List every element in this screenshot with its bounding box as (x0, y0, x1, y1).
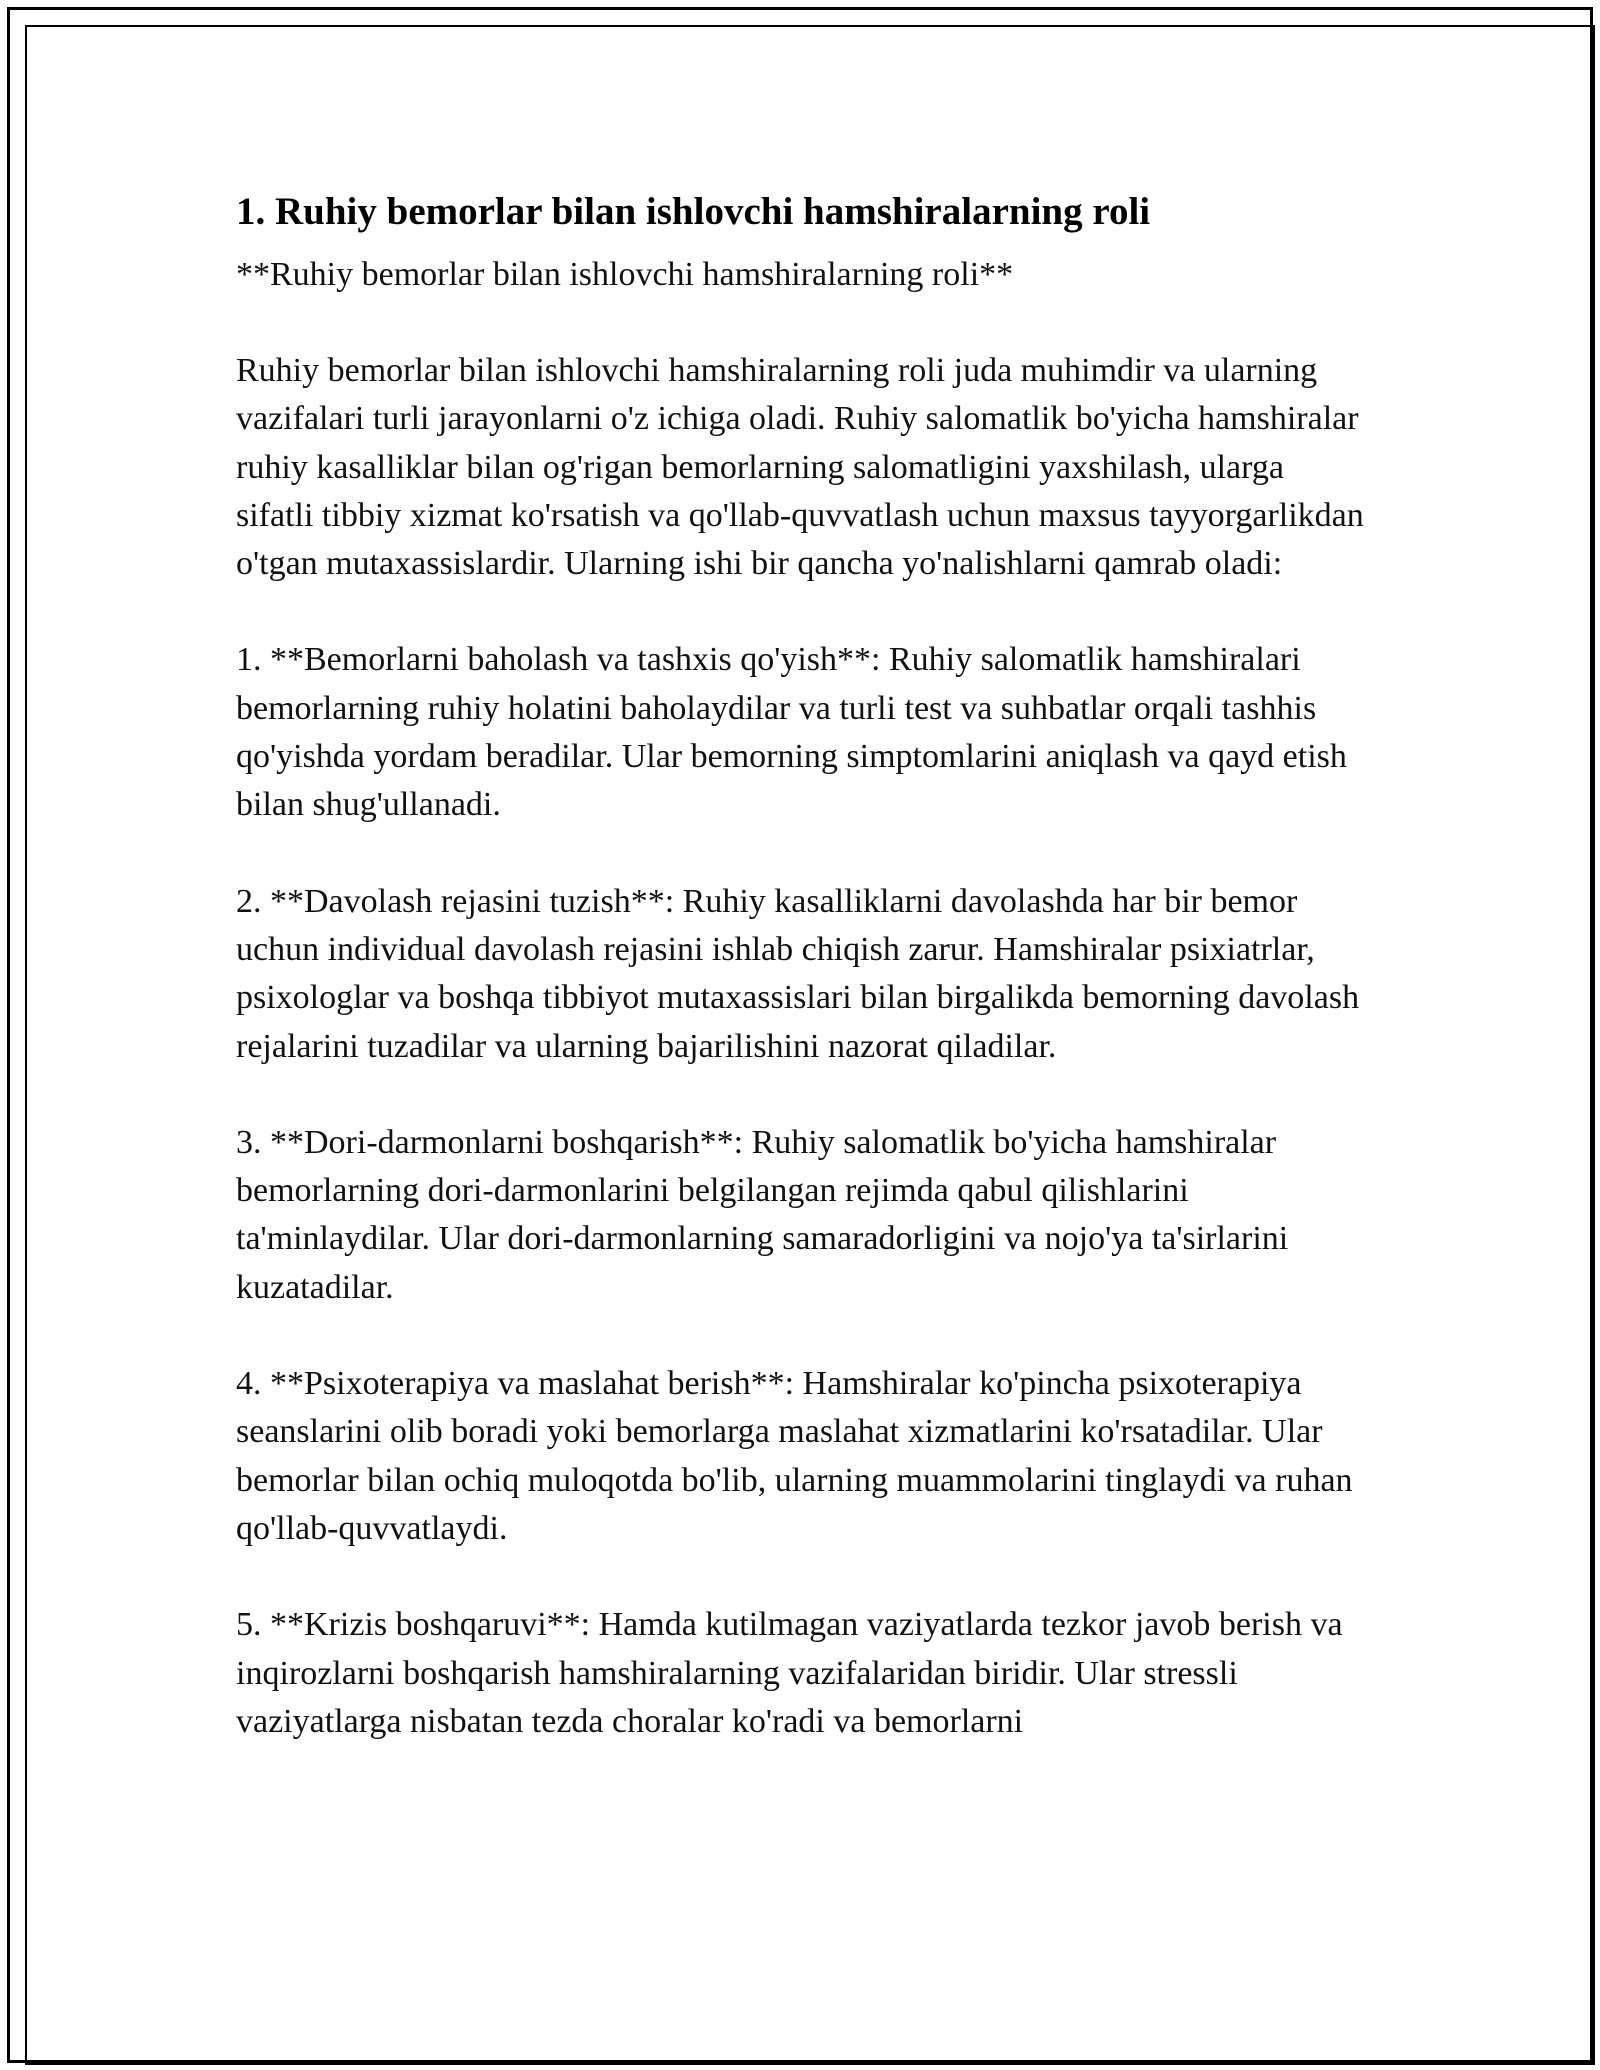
list-item-crisis-management: 5. **Krizis boshqaruvi**: Hamda kutilmagan vaziyatlarda tezkor javob berish va inqirozlarni boshqarish hamshiralarning vazifalaridan biridir. Ular stressli vaziyatlarga nisbatan tezda choralar ko'radi va bemorlarni (236, 1606, 1343, 1740)
list-item-psychotherapy: 4. **Psixoterapiya va maslahat berish**: Hamshiralar ko'pincha psixoterapiya seanslarini olib boradi yoki bemorlarga maslahat xizmatlarini ko'rsatadilar. Ular bemorlar bilan ochiq muloqotda bo'lib, ularning muammolarini tinglaydi va ruhan qo'llab-quvvatlaydi. (236, 1365, 1353, 1547)
document-title: 1. Ruhiy bemorlar bilan ishlovchi hamshiralarning roli (236, 190, 1151, 233)
document-body (236, 185, 1366, 1746)
list-item-medication: 3. **Dori-darmonlarni boshqarish**: Ruhiy salomatlik bo'yicha hamshiralar bemorlarning dori-darmonlarini belgilangan rejimda qabul qilishlarini ta'minlaydilar. Ular dori-darmonlarning samaradorligini va nojo'ya ta'sirlarini kuzatadilar. (236, 1123, 1289, 1306)
intro-paragraph: Ruhiy bemorlar bilan ishlovchi hamshiralarning roli juda muhimdir va ularning vazifalari turli jarayonlarni o'z ichiga oladi. Ruhiy salomatlik bo'yicha hamshiralar ruhiy kasalliklar bilan og'rigan bemorlarning salomatligini yaxshilash, ularga sifatli tibbiy xizmat ko'rsatish va qo'llab-quvvatlash uchun maxsus tayyorgarlikdan o'tgan mutaxassislardir. Ularning ishi bir qancha yo'nalishlarni qamrab oladi: (236, 352, 1364, 583)
document-subtitle: **Ruhiy bemorlar bilan ishlovchi hamshiralarning roli** (236, 256, 1014, 293)
list-item-treatment-plan: 2. **Davolash rejasini tuzish**: Ruhiy kasalliklarni davolashda har bir bemor uchun individual davolash rejasini ishlab chiqish zarur. Hamshiralar psixiatrlar, psixologlar va boshqa tibbiyot mutaxassislari bilan birgalikda bemorning davolash rejalarini tuzadilar va ularning bajarilishini nazorat qiladilar. (236, 882, 1360, 1065)
list-item-assessment: 1. **Bemorlarni baholash va tashxis qo'yish**: Ruhiy salomatlik hamshiralari bemorlarning ruhiy holatini baholaydilar va turli test va suhbatlar orqali tashhis qo'yishda yordam beradilar. Ular bemorning simptomlarini aniqlash va qayd etish bilan shug'ullanadi. (236, 641, 1347, 824)
